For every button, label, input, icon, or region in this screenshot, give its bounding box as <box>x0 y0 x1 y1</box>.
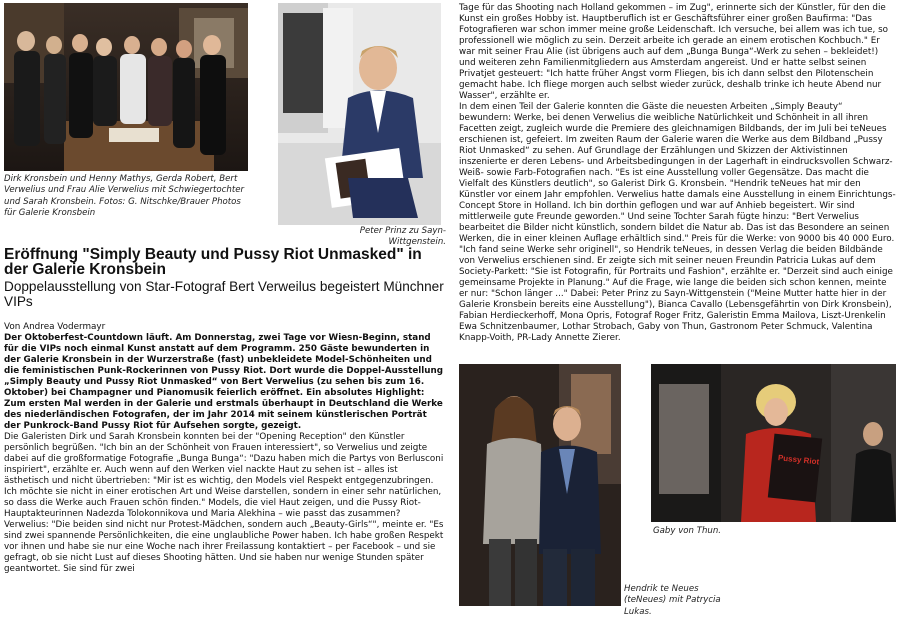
article-subheadline: Doppelausstellung von Star-Fotograf Bert Verweilus begeistert Münchner VIPs <box>4 279 444 309</box>
article-author: Von Andrea Vodermayr <box>4 322 106 332</box>
article-body-left: Die Galeristen Dirk und Sarah Kronsbein konnten bei der "Opening Reception" den Künstler persönlich begrüßen. "Ich bin an der Schönheit von Frauen interessiert", so Verwelius und zeigte dabei auf die großformatige Fotografie „Bunga Bunga“: "Dazu haben mich die Partys von Berlusconi inspiriert", erzählte er. Auch wenn auf den Werken viel nackte Haut zu sehen ist – alles ist ästhetisch und nicht übertrieben: "Mir ist es wichtig, den Models viel Respekt entgegenzubringen. Ich möchte sie nicht in einer erotischen Art und Weise darstellen, sondern in einer sehr natürlichen, so dass die Werke auch Frauen schön finden." Models, die viel Haut zeigen, und die Pussy Riot-Hauptakteurinnen Nadezda Tolokonnikova und Maria Alekhina – wie passt das zusammen? Verwelius: "Die beiden sind nicht nur Protest-Mädchen, sondern auch „Beauty-Girls“", meinte er. "Es sind zwei spannende Persönlichkeiten, die eine unglaubliche Power haben. Ich habe großen Respekt vor ihnen und habe sie nur eine Woche nach ihrer Freilassung kontaktiert – per Facebook – und sie gefragt, ob sie nicht Lust auf dieses Shooting hätten. Und sie haben nur wenige Stunden später geantwortet. Sie sind für zwei <box>4 432 444 574</box>
gaby-photo <box>651 364 896 522</box>
prinz-photo <box>278 3 441 225</box>
teneues-photo-caption: Hendrik te Neues (teNeues) mit Patrycia Lukas. <box>624 584 721 617</box>
article-body-right-1: Tage für das Shooting nach Holland gekommen – im Zug", erinnerte sich der Künstler, für den die Kunst ein großes Hobby ist. Hauptberuflich ist er Geschäftsführer einer großen Baufirma: "Das Fotografieren war schon immer meine große Leidenschaft. Ich versuche, bei allem was ich tue, so professionell wie möglich zu sein. Derzeit arbeite ich gerade an einem erotischen Kochbuch." Er war mit seiner Frau Alie (ist übrigens auch auf dem „Bunga Bunga“-Werk zu sehen – bekleidet!) und weiteren zehn Familienmitgliedern aus Amsterdam angereist. Und er hatte selbst seinen Privatjet gesteuert: "Ich hatte früher Angst vorm Fliegen, bis ich dann selbst den Pilotenschein gemacht habe. Ich fliege morgen auch selbst wieder zurück, deshalb trinke ich heute Abend nur Wasser", erzählte er. <box>459 3 888 101</box>
prinz-photo-caption: Peter Prinz zu Sayn-Wittgenstein. <box>359 226 446 248</box>
article-column-right <box>459 3 897 361</box>
group-photo <box>4 3 248 171</box>
article-body-right-2: In dem einen Teil der Galerie konnten die Gäste die neuesten Arbeiten „Simply Beauty“ bewundern: Werke, bei denen Verwelius die weibliche Natürlichkeit und Schönheit in all ihren Facetten zeigt, zugleich wurde die Premiere des gleichnamigen Bildbands, der im Juli bei teNeues erschienen ist, gefeiert. Im zweiten Raum der Galerie waren die Werke aus dem Bildband „Pussy Riot Unmasked“ zu sehen. Auf Grundlage der Erzählungen und Skizzen der Aktivistinnen inszenierte er deren Lebens- und Arbeitsbedingungen in der Lagerhaft in eindrucksvollen Schwarz-Weiß- sowie Farb-Fotografien nach. "Es ist eine Ausstellung voller Gegensätze. Das macht die Vielfalt des Künstlers deutlich", so Galerist Dirk G. Kronsbein. "Hendrik teNeues hat mir den Künstler vor einem Jahr empfohlen. Verwelius hatte damals eine Ausstellung in einem Einrichtungs-Concept Store in Holland. Ich bin dorthin geflogen und war auf Anhieb begeistert. Wir sind mittlerweile gute Freunde geworden." Und seine Tochter Sarah fügte hinzu: "Bert Verwelius bearbeitet die Bilder nicht künstlich, sondern bildet die Natur ab. Das ist das Besondere an seinen Werken, die in einer kleinen Auflage erhältlich sind." Preis für die Werke: von 9000 bis 40 000 Euro. "Ich fand seine Werke sehr originell", so Hendrik teNeues, in dessen Verlag die beiden Bildbände von Verwelius erschienen sind. Er zeigte sich mit seiner neuen Freundin Patricia Lukas auf dem Society-Parkett: "Sie ist Fotografin, für Portraits und Fashion", erzählte er. "Derzeit sind auch einige gemeinsame Projekte in Planung." Auf die Frage, wie lange die beiden sich schon kennen, meinte er nur: "Schon länger ..." Dabei: Peter Prinz zu Sayn-Wittgenstein ("Meine Mutter hatte hier in der Galerie Kronsbein bereits eine Ausstellung"), Bianca Cavallo (Lebensgefährtin von Dirk Kronsbein), Fabian Herdieckerhoff, Mona Opris, Fotograf Roger Fritz, Galeristin Emma Mailova, Liszt-Urenkelin Ewa Schnitzenbaumer, Lothar Strobach, Gaby von Thun, Gastronom Peter Schmuck, Valentina Knapp-Voith, PR-Lady Annette Zierer. <box>459 102 896 343</box>
group-photo-caption: Dirk Kronsbein und Henny Mathys, Gerda Robert, Bert Verwelius und Frau Alie Verwelius mit Schwiegertochter und Sarah Kronsbein. Fotos: G. Nitschke/Brauer Photos für Galerie Kronsbein <box>4 174 245 219</box>
article-headline: Eröffnung "Simply Beauty und Pussy Riot Unmasked" in der Galerie Kronsbein <box>4 246 422 278</box>
article-column-left <box>4 333 445 581</box>
article-lead: Der Oktoberfest-Countdown läuft. Am Donnerstag, zwei Tage vor Wiesn-Beginn, stand für die VIPs noch einmal Kunst anstatt auf dem Programm. 250 Gäste bewunderten in der Galerie Kronsbein in der Wurzerstraße (fast) unbekleidete Model-Schönheiten und die feministischen Punk-Rockerinnen von Pussy Riot. Dort wurde die Doppel-Ausstellung „Simply Beauty und Pussy Riot Unmasked“ von Bert Verwelius (zu sehen bis zum 16. Oktober) bei Champagner und Pianomusik feierlich eröffnet. Ein absolutes Highlight: Zum ersten Mal werden in der Galerie und erstmals überhaupt in Deutschland die Werke des niederländischen Fotografen, der im Jahr 2014 mit seinem künstlerischen Porträt der Punkrock-Band Pussy Riot für Aufsehen sorgte, gezeigt. <box>4 333 443 431</box>
teneues-photo <box>459 364 621 606</box>
book-title-text: Pussy Riot <box>777 453 820 467</box>
gaby-photo-caption: Gaby von Thun. <box>653 526 722 536</box>
